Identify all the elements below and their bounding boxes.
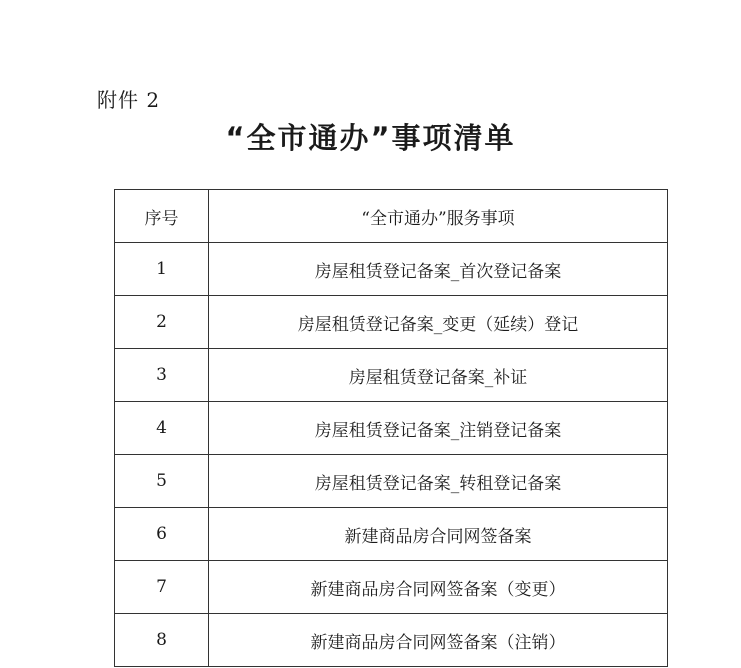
row-item: 房屋租赁登记备案_注销登记备案 — [209, 402, 668, 455]
row-number: 3 — [115, 349, 209, 402]
row-number: 4 — [115, 402, 209, 455]
row-number: 2 — [115, 296, 209, 349]
service-items-table — [114, 189, 668, 667]
row-item: 房屋租赁登记备案_转租登记备案 — [209, 455, 668, 508]
row-item: 房屋租赁登记备案_补证 — [209, 349, 668, 402]
row-number: 1 — [115, 243, 209, 296]
table-row — [115, 561, 668, 614]
table-row — [115, 455, 668, 508]
row-number: 8 — [115, 614, 209, 667]
attachment-label: 附件 2 — [97, 88, 161, 112]
table-row — [115, 243, 668, 296]
header-service-item: “全市通办”服务事项 — [209, 190, 668, 243]
row-number: 5 — [115, 455, 209, 508]
header-serial-number: 序号 — [115, 190, 209, 243]
row-number: 7 — [115, 561, 209, 614]
table-header-row — [115, 190, 668, 243]
row-item: 房屋租赁登记备案_变更（延续）登记 — [209, 296, 668, 349]
document-title: “全市通办”事项清单 — [225, 121, 516, 155]
table-row — [115, 349, 668, 402]
row-item: 新建商品房合同网签备案（变更） — [209, 561, 668, 614]
row-number: 6 — [115, 508, 209, 561]
row-item: 新建商品房合同网签备案 — [209, 508, 668, 561]
row-item: 新建商品房合同网签备案（注销） — [209, 614, 668, 667]
row-item: 房屋租赁登记备案_首次登记备案 — [209, 243, 668, 296]
table-row — [115, 614, 668, 667]
table-row — [115, 296, 668, 349]
table-row — [115, 402, 668, 455]
table-row — [115, 508, 668, 561]
